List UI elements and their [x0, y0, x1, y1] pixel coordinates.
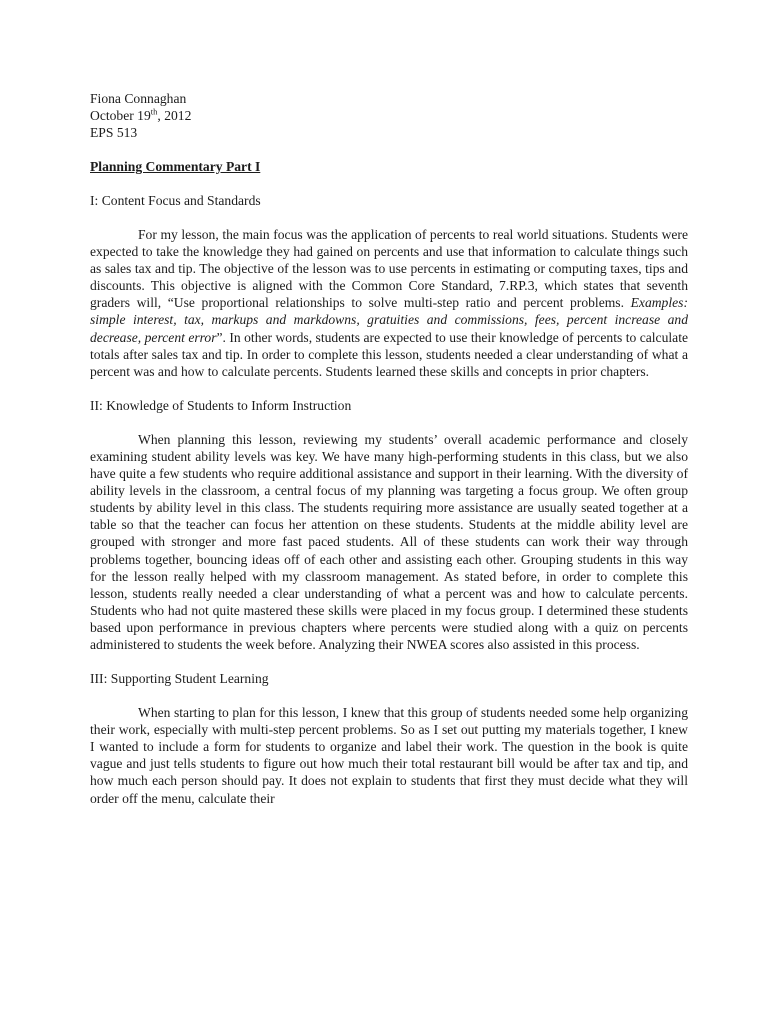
- section-heading-3: III: Supporting Student Learning: [90, 671, 269, 687]
- document-date: October 19th, 2012: [90, 106, 192, 123]
- section-paragraph-1: For my lesson, the main focus was the application of percents to real world situations. Students were expected to take the knowledge they had gained on percents and use that information to calculate things such as sales tax and tip. The objective of the lesson was to use percents in estimating or computing taxes, tips and discounts. This objective is aligned with the Common Core Standard, 7.RP.3, which states that seventh graders will, “Use proportional relationships to solve multi-step ratio and percent problems. Examples: simple interest, tax, markups and markdowns, gratuities and commissions, fees, percent increase and decrease, percent error”. In other words, students are expected to use their knowledge of percents to calculate totals after sales tax and tip. In order to complete this lesson, students needed a clear understanding of what a percent was and how to calculate percents. Students learned these skills and concepts in prior chapters.: [90, 227, 689, 379]
- document-header: [90, 90, 688, 141]
- section-heading-1: I: Content Focus and Standards: [90, 193, 261, 208]
- section-paragraph-2: When planning this lesson, reviewing my students’ overall academic performance and closely examining student ability levels was key. We have many high-performing students in this class, but we also have quite a few students who require additional assistance and support in their learning. With the diversity of ability levels in the classroom, a central focus of my planning was targeting a focus group. We often group students by ability level in this class. The students requiring more assistance are usually seated together at a table so that the teacher can focus her attention on these students. Students at the middle ability level are grouped with stronger and more fast paced students. All of these students can work their way through problems together, bouncing ideas off of each other and assisting each other. Grouping students in this way for the lesson really helped with my classroom management. As stated before, in order to complete this lesson, students really needed a clear understanding of what a percent was and how to calculate percents. Students who had not quite mastered these skills were placed in my focus group. I determined these students based upon performance in previous chapters where percents were studied along with a quiz on percents administered to students the week before. Analyzing their NWEA scores also assisted in this process.: [90, 431, 688, 652]
- section-heading-2: II: Knowledge of Students to Inform Instruction: [90, 397, 352, 413]
- document-page: [90, 90, 688, 807]
- section-paragraph-3: When starting to plan for this lesson, I knew that this group of students needed some help organizing their work, especially with multi-step percent problems. So as I set out putting my materials together, I knew I wanted to include a form for students to organize and label their work. The question in the book is quite vague and just tells students to figure out how much their total restaurant bill would be after tax and tip, and how much each person should pay. It does not explain to students that first they must decide what they will order off the menu, calculate their: [90, 705, 688, 806]
- document-title: Planning Commentary Part I: [90, 159, 261, 174]
- course-code: EPS 513: [90, 125, 138, 140]
- author-name: Fiona Connaghan: [90, 91, 187, 106]
